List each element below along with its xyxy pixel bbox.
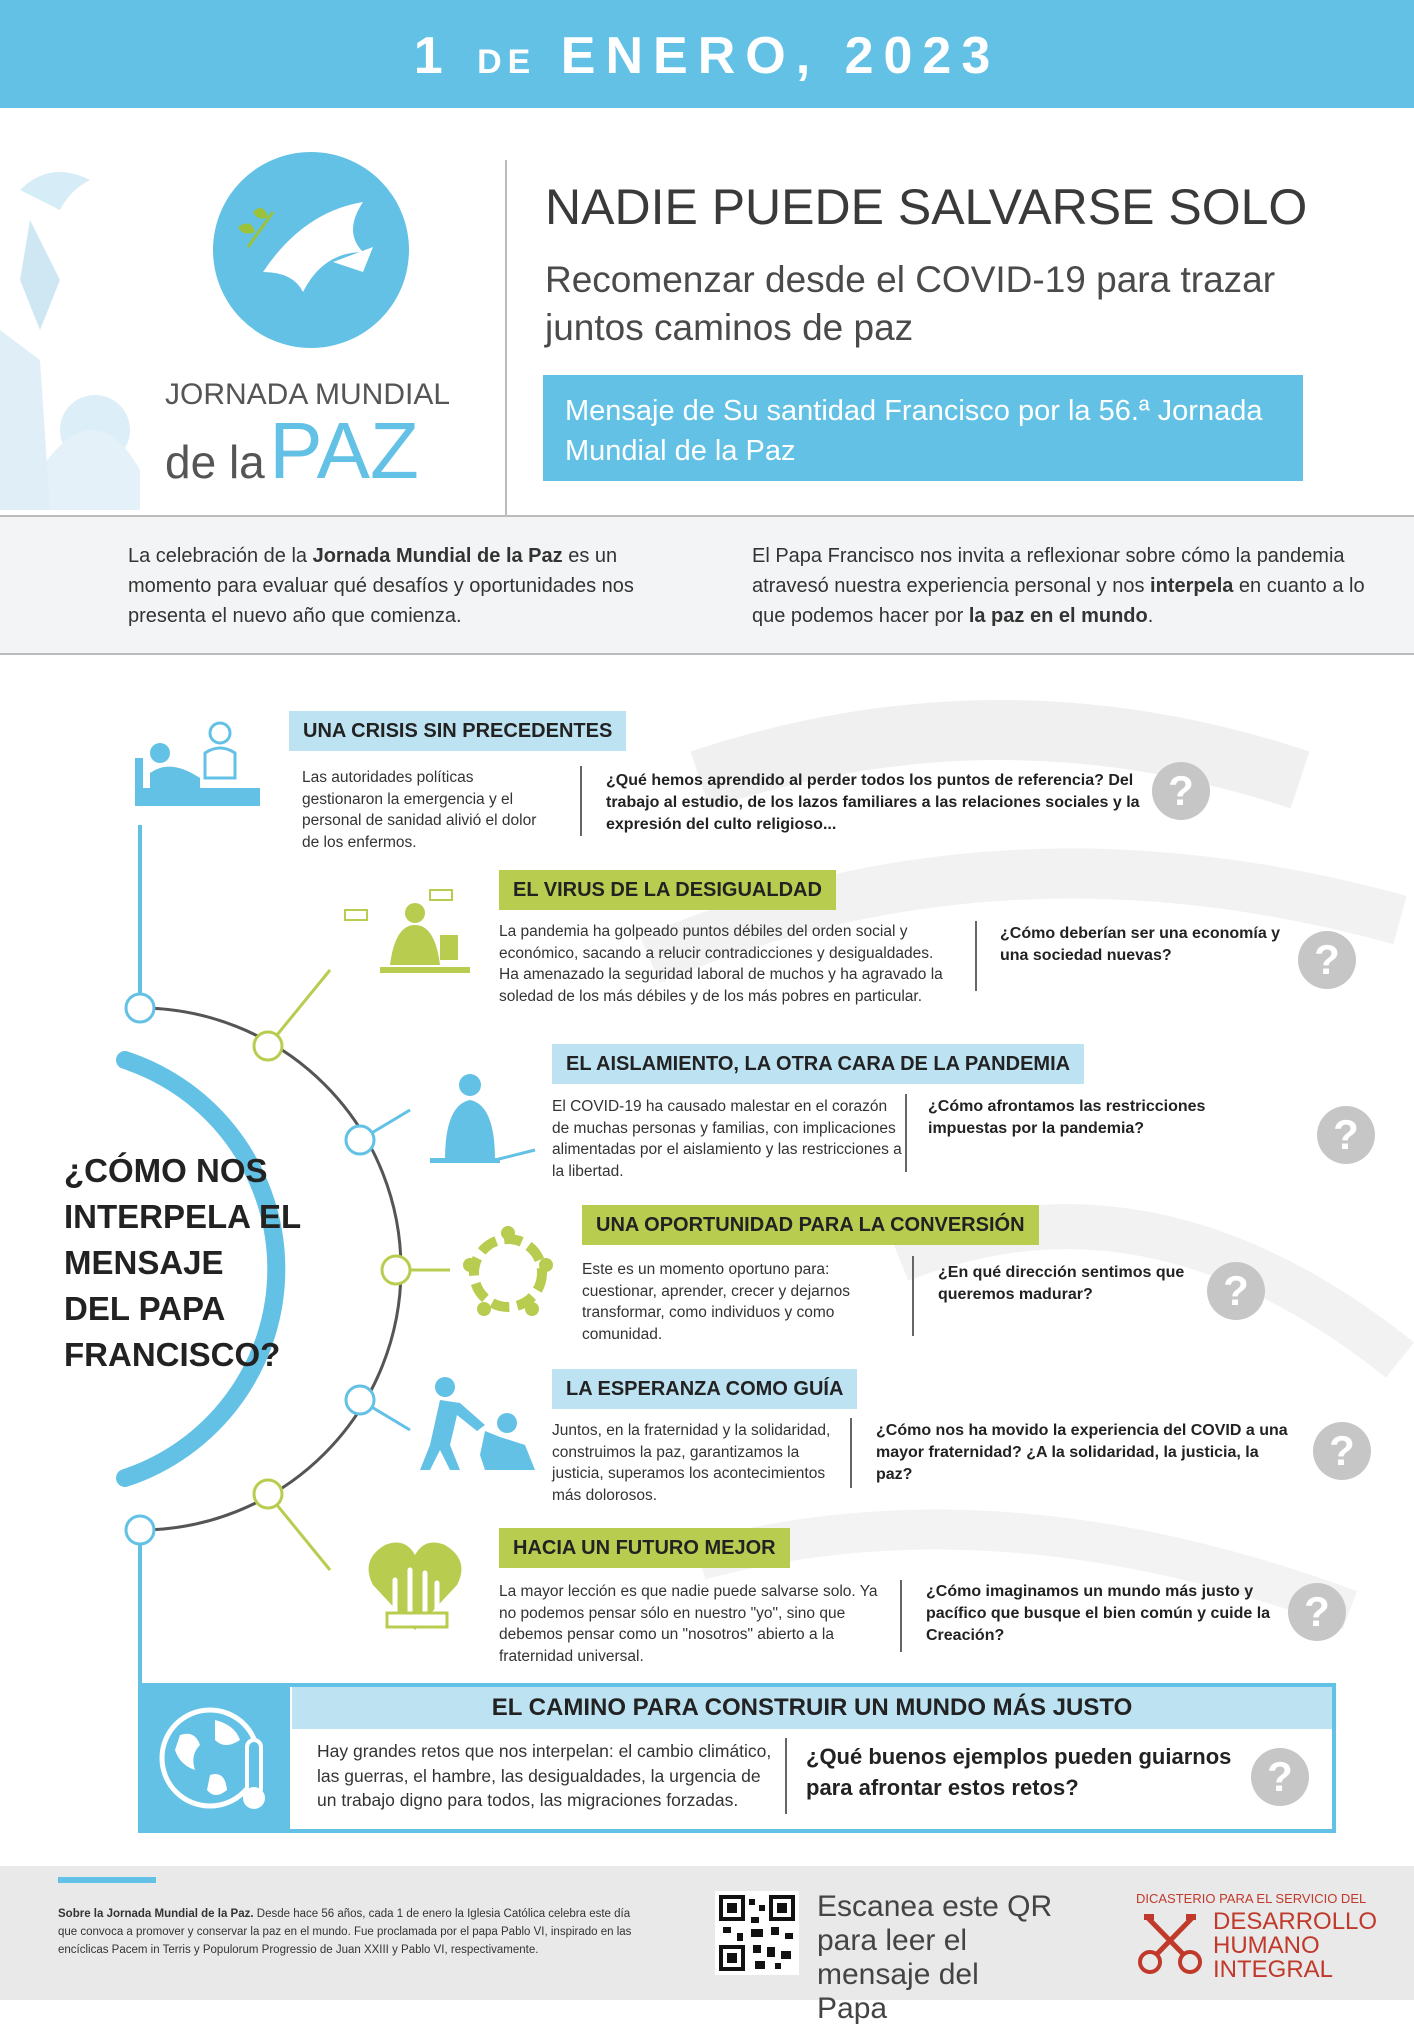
intro-right-c: en cuanto a lo que podemos hacer por [752, 575, 1365, 627]
cq-line3: MENSAJE [64, 1244, 224, 1281]
scan-line3: mensaje del Papa [817, 1958, 979, 2025]
intro-left [128, 541, 688, 631]
scan-line1: Escanea este QR [817, 1890, 1053, 1923]
subtitle-line2: juntos caminos de paz [545, 307, 914, 348]
section-5-text: Juntos, en la fraternidad y la solidaridad, construimos la paz, garantizamos la justicia, superamos los acontecimientos más dolorosos. [552, 1422, 831, 1504]
footer-about-bold: Sobre la Jornada Mundial de la Paz. [58, 1908, 254, 1920]
section-6-separator [900, 1580, 902, 1652]
hospital-bed-icon [130, 718, 265, 813]
heart-hands-icon [365, 1535, 465, 1635]
section-4-text: Este es un momento oportuno para: cuestionar, aprender, crecer y dejarnos transformar, como individuos y como comunidad. [582, 1261, 850, 1343]
message-line1: Mensaje de Su santidad Francisco por la 56.ª Jornada [565, 395, 1263, 427]
banner-day: 1 [413, 27, 453, 85]
banner-month-year: ENERO, 2023 [560, 27, 1001, 85]
section-6-title: HACIA UN FUTURO MEJOR [499, 1528, 790, 1568]
scan-qr-label [817, 1890, 1057, 2026]
cq-line1: ¿CÓMO NOS [64, 1152, 268, 1189]
final-separator [785, 1738, 787, 1814]
section-6-text: La mayor lección es que nadie puede salvarse solo. Ya no podemos pensar sólo en nuestro "yo", sino que debemos pensar como un "nosotros" abierto a la fraternidad universal. [499, 1583, 878, 1665]
final-title: EL CAMINO PARA CONSTRUIR UN MUNDO MÁS JUSTO [491, 1694, 1133, 1721]
homeless-person-icon [340, 885, 470, 985]
section-2-question: ¿Cómo deberían ser una economía y una sociedad nuevas? [1000, 925, 1281, 964]
section-4-question: ¿En qué dirección sentimos que queremos madurar? [938, 1264, 1185, 1303]
section-3-separator [905, 1094, 907, 1172]
message-line2: Mundial de la Paz [565, 435, 796, 467]
question-mark-icon: ? [1317, 1106, 1375, 1164]
section-4-separator [912, 1256, 914, 1336]
intro-right-bold1: interpela [1150, 575, 1234, 597]
section-3-text: El COVID-19 ha causado malestar en el corazón de muchas personas y familias, con implicaciones alimentadas por el aislamiento y las restricciones a la libertad. [552, 1098, 902, 1180]
question-mark-icon: ? [1313, 1422, 1371, 1480]
central-question [64, 1148, 324, 1378]
section-6-question: ¿Cómo imaginamos un mundo más justo y pacífico que busque el bien común y cuide la Creación? [926, 1583, 1271, 1644]
section-3-title: EL AISLAMIENTO, LA OTRA CARA DE LA PANDEMIA [552, 1044, 1084, 1084]
final-text: Hay grandes retos que nos interpelan: el cambio climático, las guerras, el hambre, las desigualdades, la urgencia de un trabajo digno para todos, las migraciones forzadas. [317, 1741, 772, 1810]
section-3-question: ¿Cómo afrontamos las restricciones impuestas por la pandemia? [928, 1098, 1206, 1137]
dicastery-label: DICASTERIO PARA EL SERVICIO DEL [1136, 1891, 1367, 1906]
intro-left-a: La celebración de la [128, 545, 313, 567]
section-2-separator [975, 921, 977, 991]
logo-dela: de la [165, 436, 265, 488]
isolated-elder-icon [430, 1070, 540, 1165]
globe-thermometer-icon [155, 1700, 275, 1816]
header-divider [505, 160, 507, 515]
section-5-title: LA ESPERANZA COMO GUÍA [552, 1369, 857, 1409]
community-circle-icon [460, 1225, 556, 1321]
banner-de: DE [477, 43, 537, 81]
dic-line1: DESARROLLO [1213, 1908, 1378, 1935]
page-subtitle [545, 256, 1385, 352]
cq-line4: DEL PAPA [64, 1290, 226, 1327]
cq-line5: FRANCISCO? [64, 1336, 281, 1373]
section-5-separator [850, 1418, 852, 1488]
section-2-text: La pandemia ha golpeado puntos débiles del orden social y económico, sacando a relucir contradicciones y desigualdades. Ha amenazado la seguridad laboral de muchos y ha agravado la soledad de los más débiles y de los más pobres en particular. [499, 923, 943, 1005]
question-mark-icon: ? [1251, 1748, 1309, 1806]
subtitle-line1: Recomenzar desde el COVID-19 para trazar [545, 259, 1276, 300]
intro-left-bold: Jornada Mundial de la Paz [312, 545, 563, 567]
logo-line2 [165, 405, 485, 495]
intro-right-a: El Papa Francisco nos invita a reflexionar sobre cómo la pandemia atravesó nuestra experiencia personal y nos [752, 545, 1345, 597]
footer-about-text: Desde hace 56 años, cada 1 de enero la Iglesia Católica celebra este día que convoca a promover y conservar la paz en el mundo. Fue proclamada por el papa Pablo VI, inspirado en las encíclicas Pacem in Terris y Populorum Progressio de Juan XXIII y Pablo VI, respectivamente. [58, 1908, 632, 1956]
section-4-title: UNA OPORTUNIDAD PARA LA CONVERSIÓN [582, 1205, 1039, 1245]
question-mark-icon: ? [1298, 931, 1356, 989]
message-box [543, 375, 1303, 481]
question-mark-icon: ? [1207, 1262, 1265, 1320]
intro-right-bold2: la paz en el mundo [968, 605, 1148, 627]
logo-line1: JORNADA MUNDIAL [165, 378, 451, 411]
date-banner [0, 0, 1414, 108]
qr-code-icon[interactable] [715, 1891, 799, 1975]
intro-left-c: es un momento para evaluar qué desafíos y oportunidades nos presenta el nuevo año que comienza. [128, 545, 634, 627]
helping-hand-icon [415, 1375, 540, 1475]
section-1-text: Las autoridades políticas gestionaron la emergencia y el personal de sanidad alivió el dolor de los enfermos. [302, 769, 537, 851]
footer-accent-bar [58, 1877, 156, 1883]
scan-line2: para leer el [817, 1924, 968, 1957]
vatican-keys-icon [1136, 1910, 1204, 1978]
section-1-title: UNA CRISIS SIN PRECEDENTES [289, 711, 626, 751]
intro-right [752, 541, 1392, 631]
cq-line2: INTERPELA EL [64, 1198, 302, 1235]
section-2-title: EL VIRUS DE LA DESIGUALDAD [499, 870, 836, 910]
logo-paz: PAZ [269, 406, 419, 495]
dic-line3: INTEGRAL [1213, 1956, 1334, 1983]
pope-dove-illustration [0, 130, 140, 510]
question-mark-icon: ? [1152, 762, 1210, 820]
final-question: ¿Qué buenos ejemplos pueden guiarnos para afrontar estos retos? [806, 1744, 1232, 1800]
footer-about [58, 1905, 633, 1959]
dicastery-name [1213, 1910, 1403, 1982]
page-title: NADIE PUEDE SALVARSE SOLO [545, 179, 1308, 235]
dic-line2: HUMANO [1213, 1932, 1320, 1959]
question-mark-icon: ? [1288, 1583, 1346, 1641]
jmp-logo-dove [213, 152, 409, 353]
section-1-question: ¿Qué hemos aprendido al perder todos los puntos de referencia? Del trabajo al estudio, de los lazos familiares a las relaciones sociales y la expresión del culto religioso... [606, 772, 1140, 833]
section-1-separator [580, 766, 582, 836]
section-5-question: ¿Cómo nos ha movido la experiencia del COVID a una mayor fraternidad? ¿A la solidaridad, la justicia, la paz? [876, 1422, 1288, 1483]
intro-right-e: . [1147, 605, 1154, 627]
